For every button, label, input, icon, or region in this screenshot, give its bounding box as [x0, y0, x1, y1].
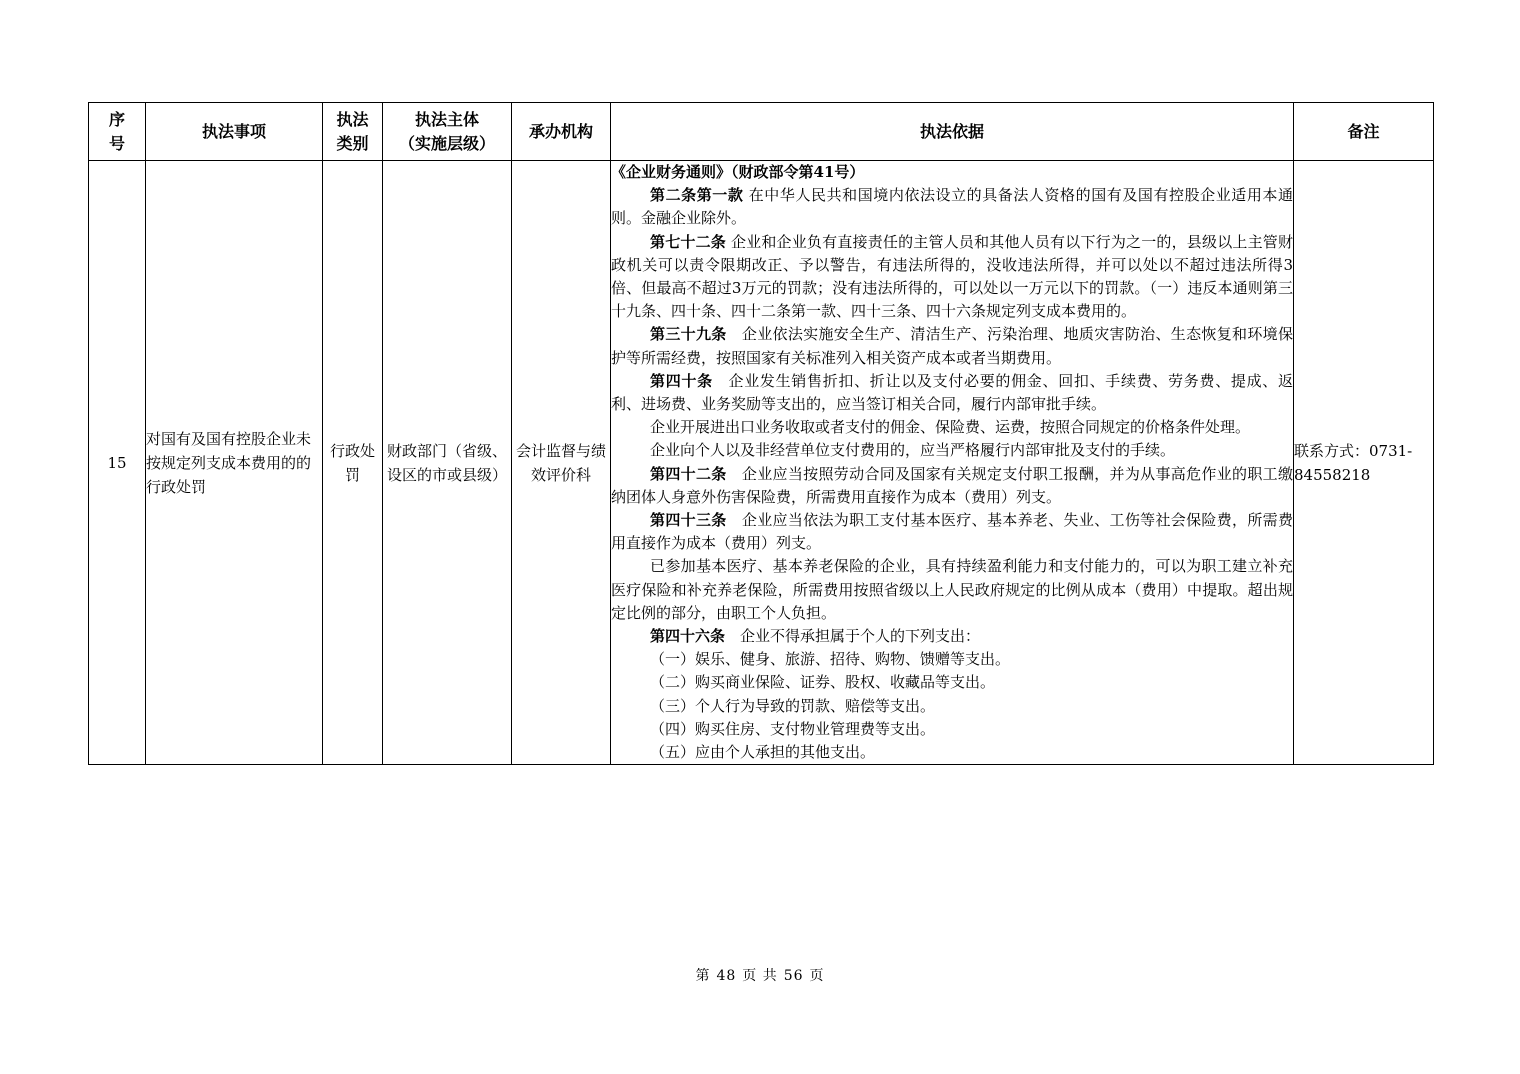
- basis-paragraph: [611, 509, 1293, 555]
- row-org: 会计监督与绩效评价科: [512, 161, 611, 765]
- basis-article-text: 企业向个人以及非经营单位支付费用的，应当严格履行内部审批及支付的手续。: [650, 441, 1176, 460]
- page-footer: [0, 965, 1520, 985]
- basis-article-text: 企业应当依法为职工支付基本医疗、基本养老、失业、工伤等社会保险费，所需费用直接作为成本（费用）列支。: [611, 511, 1293, 553]
- header-type-line2: 类别: [336, 133, 369, 153]
- basis-article-label: 第四十条: [650, 371, 713, 390]
- header-type-line1: 执法: [336, 109, 369, 129]
- footer-total-pages: 56: [783, 968, 804, 984]
- basis-paragraph: [611, 439, 1293, 462]
- row-num: 15: [89, 161, 146, 765]
- row-basis: [611, 161, 1294, 765]
- footer-mid: 页 共: [742, 968, 778, 984]
- enforcement-table: [88, 102, 1434, 765]
- basis-paragraph: [611, 625, 1293, 648]
- row-note: 联系方式：0731-84558218: [1294, 161, 1434, 765]
- basis-article-text: 企业开展进出口业务收取或者支付的佣金、保险费、运费，按照合同规定的价格条件处理。: [650, 418, 1251, 437]
- basis-article-text: 企业不得承担属于个人的下列支出：: [725, 627, 981, 646]
- basis-article-text: 企业应当按照劳动合同及国家有关规定支付职工报酬，并为从事高危作业的职工缴纳团体人身意外伤害保险费，所需费用直接作为成本（费用）列支。: [611, 464, 1293, 506]
- basis-title: 《企业财务通则》（财政部令第41号）: [611, 163, 865, 181]
- basis-paragraph: [611, 370, 1293, 416]
- basis-article-text: （三）个人行为导致的罚款、赔偿等支出。: [650, 696, 936, 715]
- basis-paragraph: [611, 555, 1293, 625]
- header-num-line1: 序: [108, 109, 125, 129]
- basis-article-label: 第二条第一款: [650, 186, 744, 205]
- header-num-line2: 号: [108, 133, 125, 153]
- footer-prefix: 第: [695, 968, 711, 984]
- basis-article-label: 第四十二条: [650, 464, 727, 483]
- footer-page-number: 48: [716, 968, 737, 984]
- basis-article-text: 企业发生销售折扣、折让以及支付必要的佣金、回扣、手续费、劳务费、提成、返利、进场费、业务奖励等支出的，应当签订相关合同，履行内部审批手续。: [611, 371, 1293, 414]
- basis-body: [611, 184, 1293, 764]
- basis-article-label: 第四十六条: [650, 627, 726, 646]
- header-item: 执法事项: [146, 103, 323, 161]
- basis-paragraph: [611, 463, 1293, 509]
- basis-paragraph: [611, 718, 1293, 741]
- basis-paragraph: [611, 184, 1293, 230]
- basis-paragraph: [611, 231, 1293, 324]
- header-org: 承办机构: [512, 103, 611, 161]
- basis-paragraph: [611, 416, 1293, 439]
- basis-paragraph: [611, 671, 1293, 694]
- basis-article-label: 第四十三条: [650, 511, 727, 530]
- header-note: 备注: [1294, 103, 1434, 161]
- header-subject-line2: （实施层级）: [398, 133, 495, 153]
- basis-article-text: （四）购买住房、支付物业管理费等支出。: [650, 719, 936, 738]
- table-row: [89, 161, 1434, 765]
- basis-article-text: 企业和企业负有直接责任的主管人员和其他人员有以下行为之一的，县级以上主管财政机关可以责令限期改正、予以警告，有违法所得的，没收违法所得，并可以处以不超过违法所得3倍、但最高不超过3万元的罚款；没有违法所得的，可以处以一万元以下的罚款。（一）违反本通则第三十九条、四十条、四十二条第一款、四十三条、四十六条规定列支成本费用的。: [611, 232, 1293, 321]
- basis-article-text: 已参加基本医疗、基本养老保险的企业，具有持续盈利能力和支付能力的，可以为职工建立补充医疗保险和补充养老保险，所需费用按照省级以上人民政府规定的比例从成本（费用）中提取。超出规定比例的部分，由职工个人负担。: [611, 557, 1293, 622]
- row-type: 行政处罚: [323, 161, 383, 765]
- basis-paragraph: [611, 695, 1293, 718]
- header-subject-line1: 执法主体: [414, 109, 479, 129]
- basis-paragraph: [611, 648, 1293, 671]
- basis-article-text: 企业依法实施安全生产、清洁生产、污染治理、地质灾害防治、生态恢复和环境保护等所需经费，按照国家有关标准列入相关资产成本或者当期费用。: [611, 325, 1293, 367]
- header-subject: [383, 103, 512, 161]
- header-num: [89, 103, 146, 161]
- basis-article-text: （五）应由个人承担的其他支出。: [650, 743, 876, 762]
- basis-article-text: （一）娱乐、健身、旅游、招待、购物、馈赠等支出。: [650, 650, 1011, 669]
- header-type: [323, 103, 383, 161]
- basis-paragraph: [611, 323, 1293, 369]
- row-subject: 财政部门（省级、设区的市或县级）: [383, 161, 512, 765]
- header-row: [89, 103, 1434, 161]
- basis-article-text: （二）购买商业保险、证券、股权、收藏品等支出。: [650, 673, 996, 692]
- basis-article-label: 第三十九条: [650, 325, 727, 344]
- footer-suffix: 页: [809, 968, 825, 984]
- basis-paragraph: [611, 741, 1293, 764]
- header-basis: 执法依据: [611, 103, 1294, 161]
- row-item: 对国有及国有控股企业未按规定列支成本费用的的行政处罚: [146, 161, 323, 765]
- basis-article-label: 第七十二条: [650, 232, 726, 251]
- basis-article-text: 在中华人民共和国境内依法设立的具备法人资格的国有及国有控股企业适用本通则。金融企业除外。: [611, 186, 1293, 228]
